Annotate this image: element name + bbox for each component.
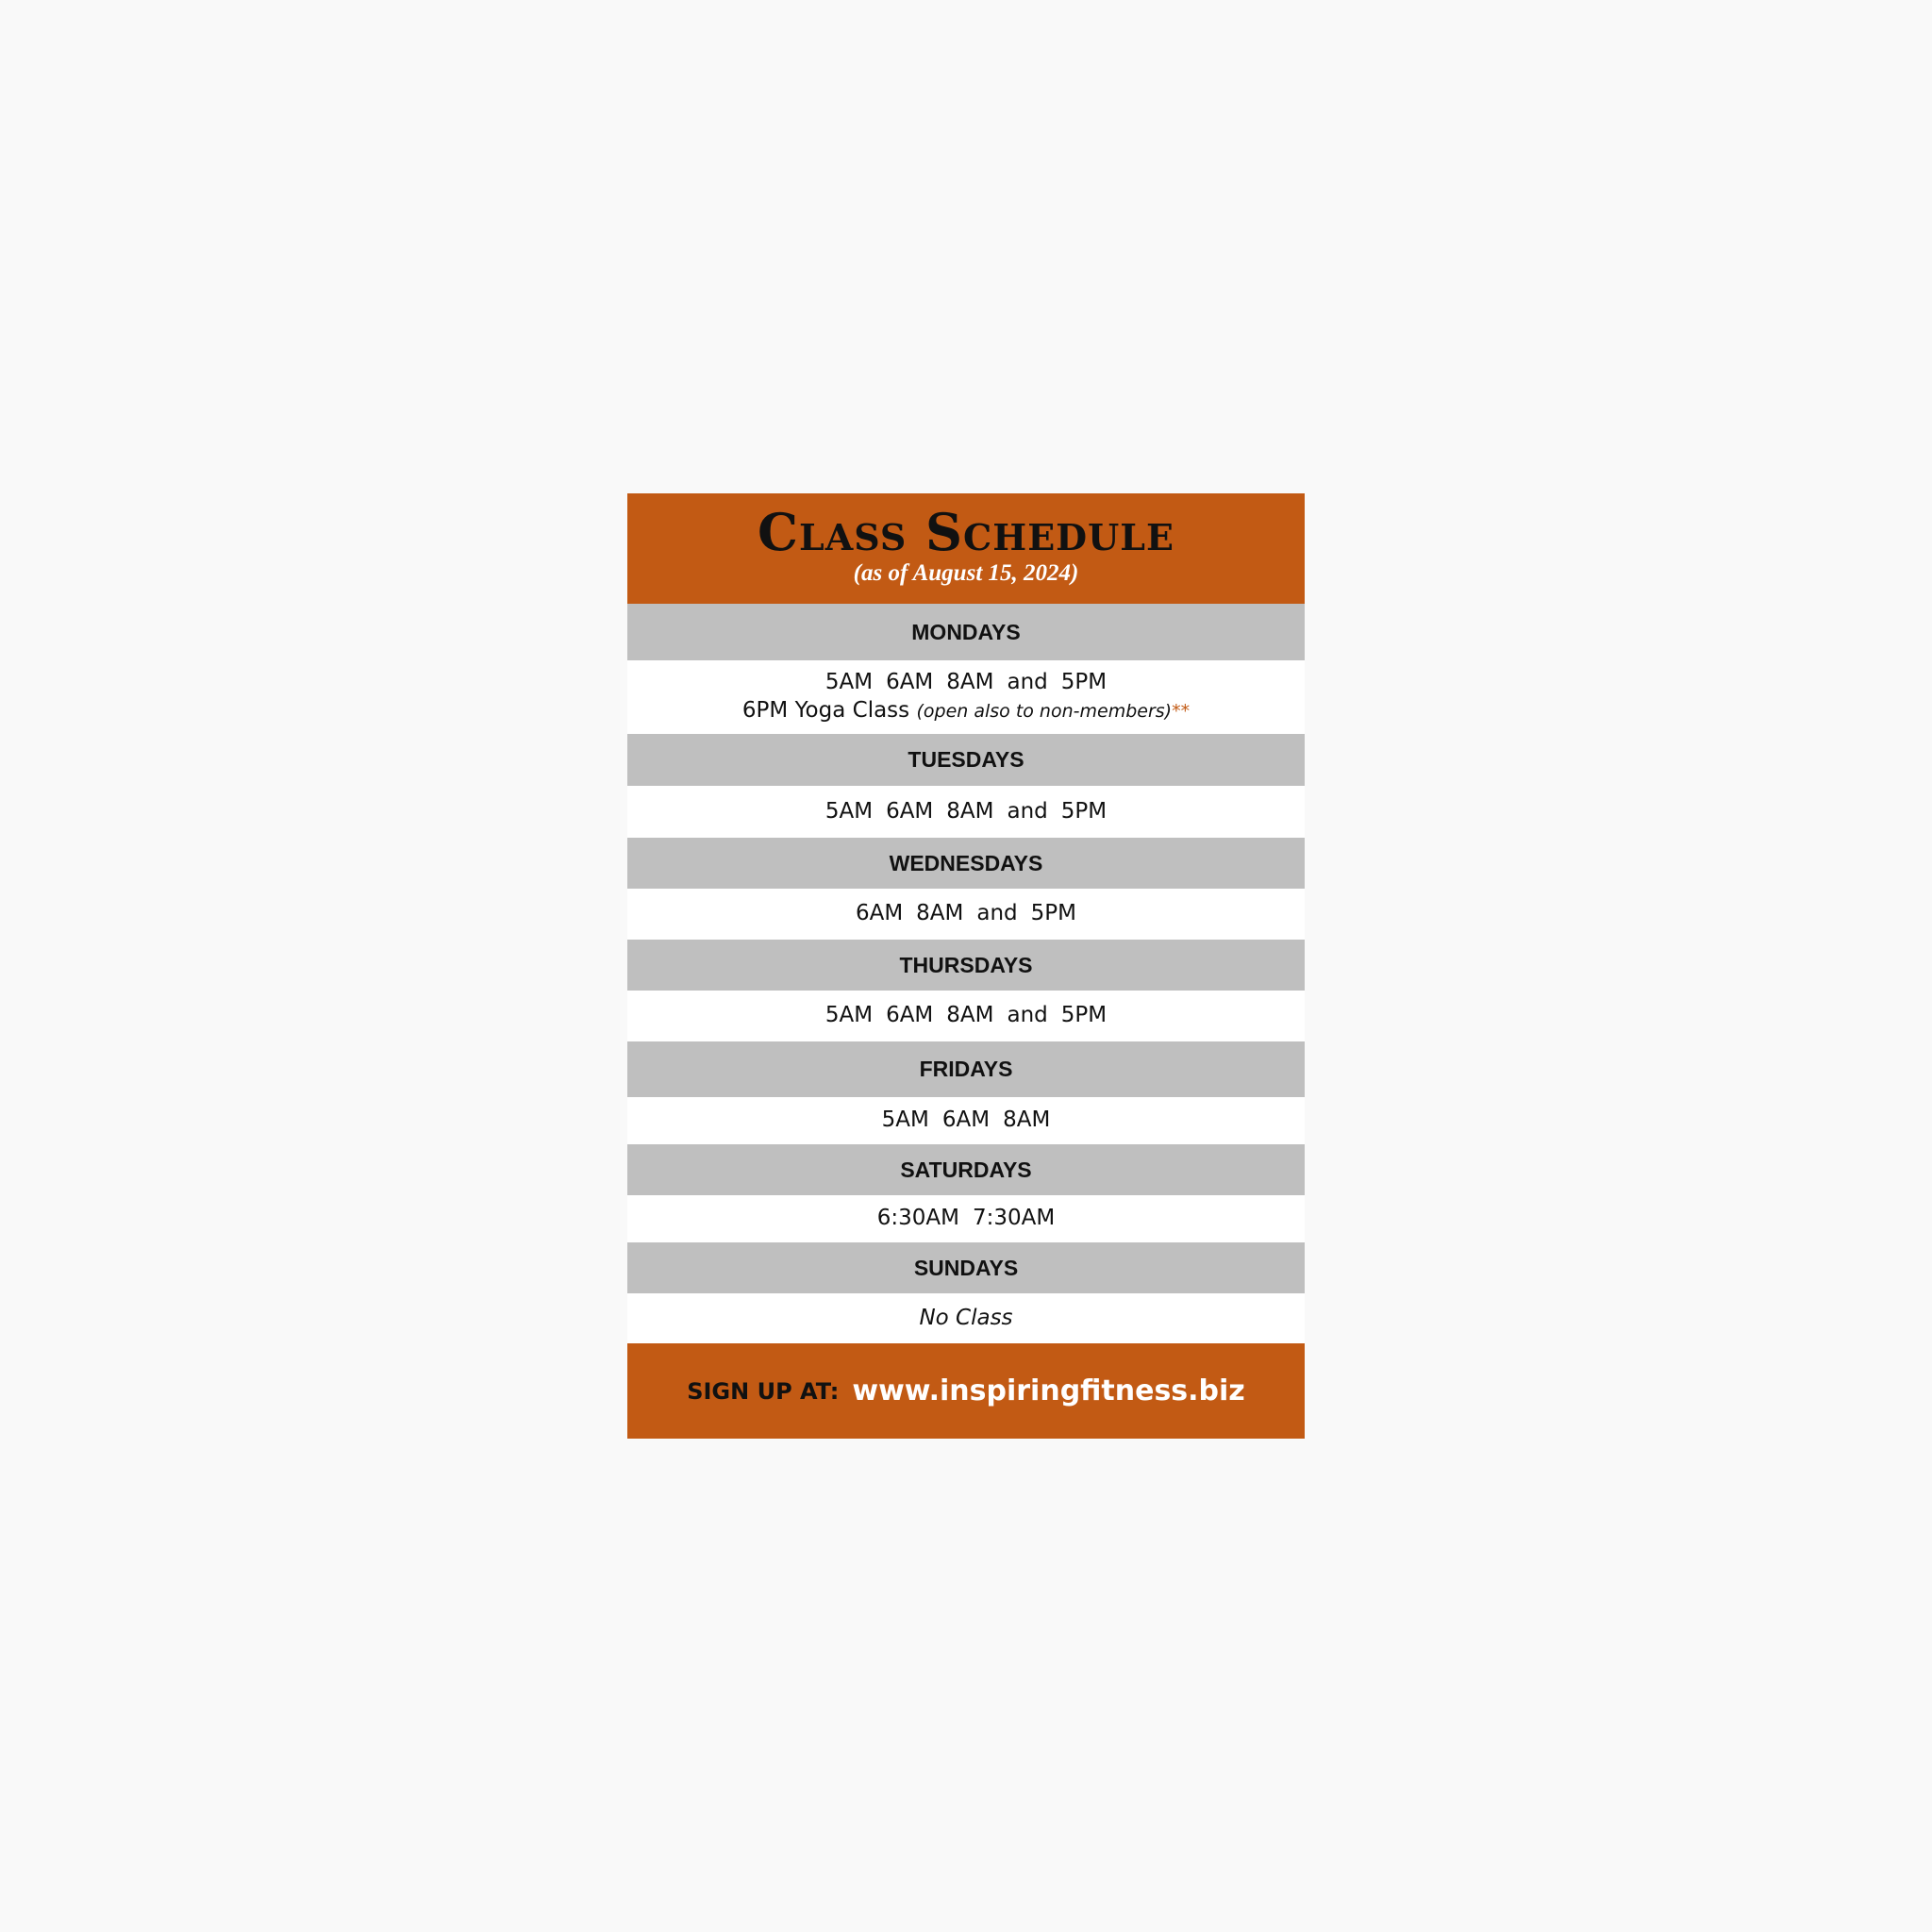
schedule-title: Class Schedule xyxy=(758,502,1174,562)
time-slot-connector: and xyxy=(1007,1003,1048,1028)
schedule-card xyxy=(627,493,1305,1439)
no-class-label: No Class xyxy=(919,1305,1013,1330)
signup-footer xyxy=(627,1343,1305,1439)
time-slot-connector: and xyxy=(1007,670,1048,695)
time-slot-connector: and xyxy=(1007,798,1048,824)
time-slot: 6AM xyxy=(855,901,904,926)
time-slots xyxy=(882,1107,1051,1135)
time-slot: 5PM xyxy=(1060,670,1108,695)
time-slot: 6AM xyxy=(886,670,934,695)
schedule-date: (as of August 15, 2024) xyxy=(853,560,1079,586)
yoga-note xyxy=(742,697,1190,725)
time-slot: 6AM xyxy=(941,1108,991,1133)
day-header-saturday: SATURDAYS xyxy=(627,1144,1305,1195)
day-times-thursday xyxy=(627,991,1305,1041)
time-slot: 5AM xyxy=(824,1003,874,1028)
time-slots xyxy=(825,1002,1107,1030)
day-header-monday: MONDAYS xyxy=(627,604,1305,660)
time-slots xyxy=(877,1205,1055,1233)
day-header-wednesday: WEDNESDAYS xyxy=(627,838,1305,889)
time-slot: 7:30AM xyxy=(973,1206,1056,1231)
time-slot: 5AM xyxy=(824,670,874,695)
day-header-friday: FRIDAYS xyxy=(627,1041,1305,1097)
yoga-class-label: 6PM Yoga Class xyxy=(741,698,910,723)
time-slot: 5AM xyxy=(824,798,874,824)
time-slot: 8AM xyxy=(946,670,994,695)
signup-link[interactable]: www.inspiringfitness.biz xyxy=(852,1374,1245,1407)
day-times-saturday xyxy=(627,1195,1305,1242)
time-slot: 8AM xyxy=(916,901,964,926)
time-slot: 5AM xyxy=(881,1108,929,1133)
time-slots xyxy=(825,798,1107,826)
time-slot-connector: and xyxy=(976,901,1018,926)
day-times-wednesday xyxy=(627,889,1305,940)
signup-label: SIGN UP AT: xyxy=(687,1377,840,1405)
time-slot: 8AM xyxy=(946,1003,994,1028)
yoga-class-detail: (open also to non-members) xyxy=(916,701,1173,722)
day-times-friday xyxy=(627,1097,1305,1144)
time-slot: 8AM xyxy=(946,798,994,824)
footnote-marker: ** xyxy=(1172,701,1191,722)
time-slots xyxy=(825,669,1107,697)
day-times-tuesday xyxy=(627,786,1305,838)
time-slot: 8AM xyxy=(1003,1108,1051,1133)
day-times-sunday xyxy=(627,1293,1305,1343)
day-times-monday xyxy=(627,660,1305,734)
time-slot: 6:30AM xyxy=(876,1206,959,1231)
time-slots xyxy=(856,900,1076,928)
day-header-sunday: SUNDAYS xyxy=(627,1242,1305,1293)
time-slot: 6AM xyxy=(886,798,934,824)
day-header-thursday: THURSDAYS xyxy=(627,940,1305,991)
time-slot: 5PM xyxy=(1060,1003,1108,1028)
day-header-tuesday: TUESDAYS xyxy=(627,734,1305,786)
schedule-header xyxy=(627,493,1305,604)
time-slot: 5PM xyxy=(1060,798,1108,824)
time-slot: 5PM xyxy=(1030,901,1077,926)
time-slot: 6AM xyxy=(886,1003,934,1028)
